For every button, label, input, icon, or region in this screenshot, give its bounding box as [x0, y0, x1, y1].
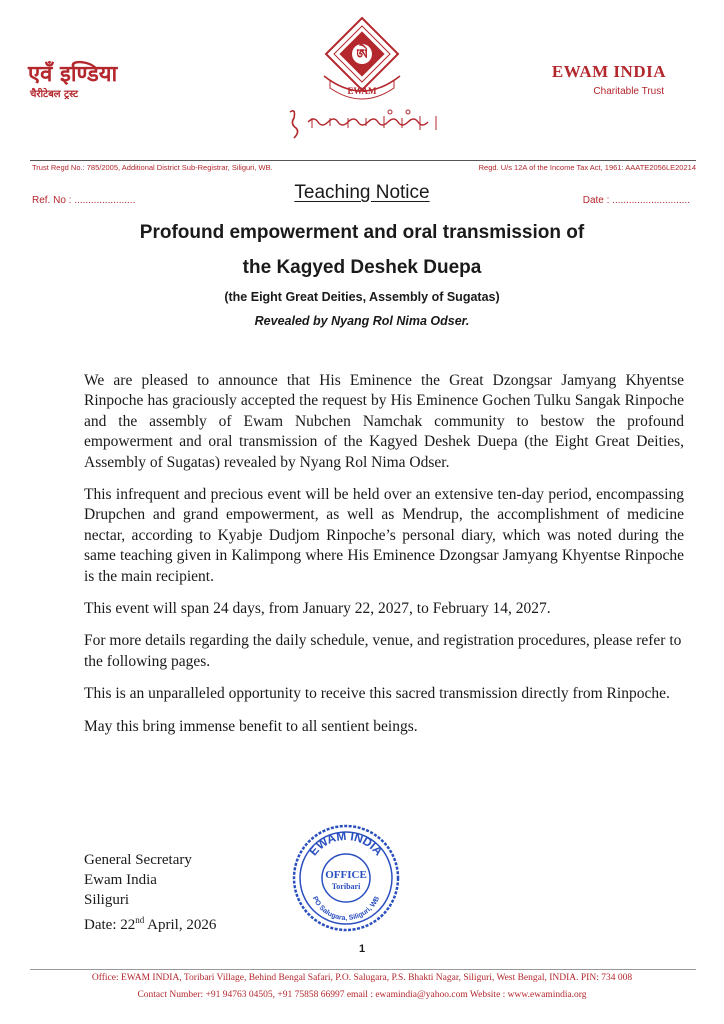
trust-registration: Trust Regd No.: 785/2005, Additional District Sub-Registrar, Siliguri, WB. [32, 163, 273, 172]
page-number: 1 [358, 943, 366, 955]
office-stamp [288, 820, 404, 936]
signature-date: Date: 22nd April, 2026 [84, 915, 217, 933]
date-field: Date : ............................ [582, 195, 690, 206]
stamp-location-text: Toribari [331, 882, 361, 891]
tibetan-script-line [286, 104, 446, 140]
main-heading-line2: the Kagyed Deshek Duepa [242, 257, 482, 278]
footer-address: Office: EWAM INDIA, Toribari Village, Behind Bengal Safari, P.O. Salugara, P.S. Bhakti Nagar, Siliguri, West Bengal, INDIA. PIN: 734 008 [91, 973, 633, 983]
paragraph-event-details: This infrequent and precious event will be held over an extensive ten-day period, encompassing Drupchen and grand empowerment, as well as Mendrup, the accomplishment of medicine nectar, according to Kyabje Dudjom Rinpoche’s personal diary, which was noted during the same teaching given in Kalimpong where His Eminence Dzongsar Jamyang Khyentse Rinpoche is the main recipient. [84, 486, 684, 585]
main-heading-line1: Profound empowerment and oral transmission of [139, 222, 585, 243]
stamp-top-text: EWAM INDIA [306, 828, 386, 859]
tax-registration: Regd. U/s 12A of the Income Tax Act, 1961: AAATE2056LE20214 [478, 163, 696, 172]
hindi-org-subtitle: चैरीटेबल ट्रस्ट [30, 89, 79, 100]
logo-text: EWAM [347, 86, 377, 96]
english-org-name: EWAM INDIA [551, 62, 666, 81]
signatory-title: General Secretary [84, 852, 192, 868]
stamp-bottom-text: PO Salugara, Siliguri, WB [310, 895, 382, 923]
footer-contact: Contact Number: +91 94763 04505, +91 75858 66997 email : ewamindia@yahoo.com Website : www.ewamindia.org [137, 990, 587, 1000]
stamp-office-text: OFFICE [325, 869, 367, 881]
ewam-logo [314, 14, 410, 108]
svg-text:ཨེ: ཨེ [356, 47, 368, 63]
hindi-org-name: एवँ इण्डिया [28, 62, 118, 87]
paragraph-dates: This event will span 24 days, from January 22, 2027, to February 14, 2027. [84, 600, 551, 618]
notice-body [84, 371, 684, 749]
header-divider [30, 160, 696, 161]
paragraph-opportunity: This is an unparalleled opportunity to receive this sacred transmission directly from Rinpoche. [84, 685, 670, 703]
english-org-subtitle: Charitable Trust [593, 86, 664, 97]
subheading: (the Eight Great Deities, Assembly of Sugatas) [224, 290, 500, 304]
revealed-by: Revealed by Nyang Rol Nima Odser. [254, 314, 470, 328]
svg-text:PO Salugara, Siliguri, WB [311, 895, 381, 922]
signature-block [84, 850, 216, 935]
notice-title-text: Teaching Notice [294, 182, 430, 203]
ref-no-field: Ref. No : ...................... [32, 195, 136, 206]
paragraph-announcement: We are pleased to announce that His Eminence the Great Dzongsar Jamyang Khyentse Rinpoche has graciously accepted the request by His Eminence Gochen Tulku Sangak Rinpoche and the assembly of Ewam Nubchen Namchak community to bestow the profound empowerment and oral transmission of the Kagyed Deshek Duepa (the Eight Great Deities, Assembly of Sugatas) revealed by Nyang Rol Nima Odser. [84, 372, 684, 471]
footer-divider [30, 969, 696, 970]
paragraph-blessing: May this bring immense benefit to all sentient beings. [84, 717, 418, 735]
paragraph-more-details: For more details regarding the daily schedule, venue, and registration procedures, please refer to the following pages. [84, 632, 682, 670]
signatory-org: Ewam India [84, 872, 157, 888]
signatory-city: Siliguri [84, 892, 130, 908]
